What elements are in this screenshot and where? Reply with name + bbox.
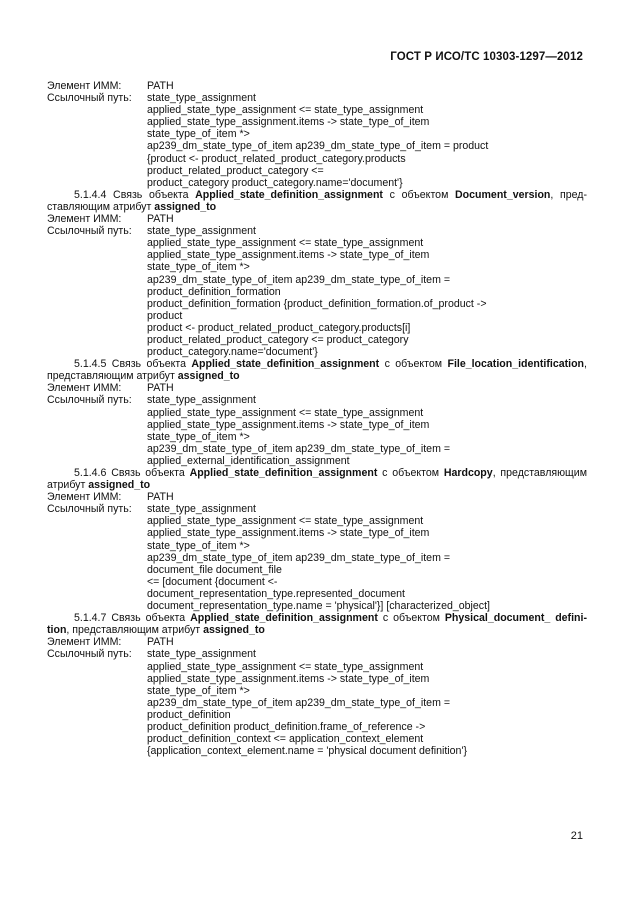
section-text: с объектом [384, 358, 443, 371]
section-number: 5.1.4.5 Связь объекта [74, 358, 186, 371]
reference-path-line: applied_state_type_assignment.items -> state_type_of_item [147, 527, 430, 540]
attribute-name: assigned_to [88, 479, 151, 492]
section-heading-5-1-4-4 [47, 189, 587, 213]
imm-label: Элемент ИММ: [47, 213, 122, 226]
imm-label: Элемент ИММ: [47, 491, 122, 504]
section-number: 5.1.4.4 Связь объекта [74, 188, 189, 201]
reference-path-line: product_related_product_category <= product_category [147, 333, 409, 346]
imm-label: Элемент ИММ: [47, 636, 122, 649]
reference-path-first-line: state_type_assignment [147, 225, 256, 238]
reference-path-line: applied_external_identification_assignment [147, 454, 350, 467]
attribute-name: assigned_to [154, 200, 217, 213]
reference-path-label: Ссылочный путь: [47, 394, 132, 407]
reference-path-line: ap239_dm_state_type_of_item ap239_dm_state_type_of_item = [147, 442, 451, 455]
attribute-name: assigned_to [177, 370, 240, 383]
imm-label: Элемент ИММ: [47, 382, 122, 395]
section-text: , [584, 358, 587, 371]
attribute-name: assigned_to [203, 624, 265, 637]
reference-path-first-line: state_type_assignment [147, 92, 256, 105]
reference-path-line: ap239_dm_state_type_of_item ap239_dm_state_type_of_item = [147, 551, 451, 564]
reference-path-line: product_definition product_definition.frame_of_reference -> [147, 720, 426, 733]
reference-path-line: ap239_dm_state_type_of_item ap239_dm_state_type_of_item = [147, 273, 451, 286]
section-text: ставляющим атрибут [47, 200, 152, 213]
imm-value: PATH [147, 80, 174, 92]
section-text: атрибут [47, 479, 86, 492]
reference-path-first-line: state_type_assignment [147, 394, 256, 407]
imm-element-row [47, 382, 587, 394]
target-entity-name: Hardcopy [443, 467, 493, 479]
reference-path-line: product [147, 309, 183, 322]
reference-path-label: Ссылочный путь: [47, 225, 132, 238]
section-text: представляющим атрибут [47, 370, 175, 383]
section-heading-5-1-4-7 [47, 612, 587, 636]
target-entity-name: Physical_document_ defini- [444, 612, 587, 625]
reference-path-line: product_related_product_category <= [147, 164, 324, 177]
section-text: , представляющим атрибут [66, 624, 201, 637]
reference-path-line: applied_state_type_assignment.items -> state_type_of_item [147, 249, 430, 262]
entity-name: Applied_state_definition_assignment [191, 358, 380, 371]
imm-value: PATH [147, 382, 174, 395]
section-text: с объектом [389, 188, 449, 201]
reference-path-line: applied_state_type_assignment.items -> state_type_of_item [147, 672, 430, 685]
entity-name: Applied_state_definition_assignment [190, 612, 378, 625]
section-text: с объектом [382, 612, 440, 625]
document-body [47, 80, 587, 757]
reference-path-line: document_representation_type.represented_document [147, 587, 405, 600]
reference-path-line: applied_state_type_assignment <= state_type_assignment [147, 406, 424, 419]
reference-path-line: state_type_of_item *> [147, 261, 250, 274]
reference-path-line: state_type_of_item *> [147, 430, 250, 443]
reference-path-row [47, 503, 587, 515]
section-heading-5-1-4-6 [47, 467, 587, 491]
reference-path-line: product_definition_formation [147, 285, 281, 298]
imm-element-row [47, 491, 587, 503]
imm-value: PATH [147, 491, 174, 504]
entity-name: Applied_state_definition_assignment [195, 188, 383, 201]
reference-path-line: document_representation_type.name = 'physical'}] [characterized_object] [147, 600, 490, 613]
imm-value: PATH [147, 636, 174, 649]
reference-path-line: state_type_of_item *> [147, 128, 250, 141]
reference-path-line: applied_state_type_assignment <= state_type_assignment [147, 237, 424, 250]
section-text: , пред- [550, 188, 588, 201]
document-header: ГОСТ Р ИСО/ТС 10303-1297—2012 [390, 51, 583, 63]
section-text: , представляющим [492, 467, 587, 479]
section-number: 5.1.4.7 Связь объекта [74, 612, 186, 625]
reference-path-line: applied_state_type_assignment <= state_type_assignment [147, 515, 424, 528]
reference-path-line: product_definition_context <= application_context_element [147, 733, 424, 746]
section-text: с объектом [382, 467, 440, 479]
reference-path-row [47, 394, 587, 406]
reference-path-first-line: state_type_assignment [147, 503, 256, 516]
reference-path-line: product_definition_formation {product_definition_formation.of_product -> [147, 297, 487, 310]
reference-path-line: product_category product_category.name='document'} [147, 176, 403, 189]
section-heading-5-1-4-5 [47, 358, 587, 382]
reference-path-line: product <- product_related_product_category.products[i] [147, 321, 411, 334]
reference-path-row [47, 225, 587, 237]
reference-path-line: <= [document {document <- [147, 575, 278, 588]
reference-path-line: state_type_of_item *> [147, 539, 250, 552]
imm-element-row [47, 636, 587, 648]
imm-element-row [47, 80, 587, 92]
reference-path-row [47, 92, 587, 104]
reference-path-line: applied_state_type_assignment.items -> state_type_of_item [147, 116, 430, 129]
reference-path-line: document_file document_file [147, 563, 282, 576]
imm-value: PATH [147, 213, 174, 226]
reference-path-label: Ссылочный путь: [47, 92, 132, 105]
reference-path-line: applied_state_type_assignment.items -> state_type_of_item [147, 418, 430, 431]
page-number: 21 [570, 830, 583, 842]
reference-path-line: {application_context_element.name = 'physical document definition'} [147, 745, 468, 758]
target-entity-name: File_location_identification [447, 358, 585, 371]
reference-path-label: Ссылочный путь: [47, 503, 132, 516]
imm-element-row [47, 213, 587, 225]
reference-path-line: applied_state_type_assignment <= state_type_assignment [147, 660, 424, 673]
reference-path-line: ap239_dm_state_type_of_item ap239_dm_state_type_of_item = [147, 696, 451, 709]
reference-path-line: {product <- product_related_product_category.products [147, 152, 406, 165]
reference-path-line: product_category.name='document'} [147, 346, 318, 359]
section-number: 5.1.4.6 Связь объекта [74, 467, 185, 479]
target-entity-name-cont: tion [47, 624, 67, 637]
entity-name: Applied_state_definition_assignment [189, 467, 378, 479]
reference-path-line: ap239_dm_state_type_of_item ap239_dm_state_type_of_item = product [147, 140, 489, 153]
reference-path-first-line: state_type_assignment [147, 648, 256, 661]
reference-path-line: state_type_of_item *> [147, 684, 250, 697]
reference-path-line: product_definition [147, 708, 231, 721]
reference-path-label: Ссылочный путь: [47, 648, 132, 661]
reference-path-line: applied_state_type_assignment <= state_type_assignment [147, 104, 424, 117]
reference-path-row [47, 648, 587, 660]
target-entity-name: Document_version [455, 188, 551, 201]
imm-label: Элемент ИММ: [47, 80, 122, 92]
